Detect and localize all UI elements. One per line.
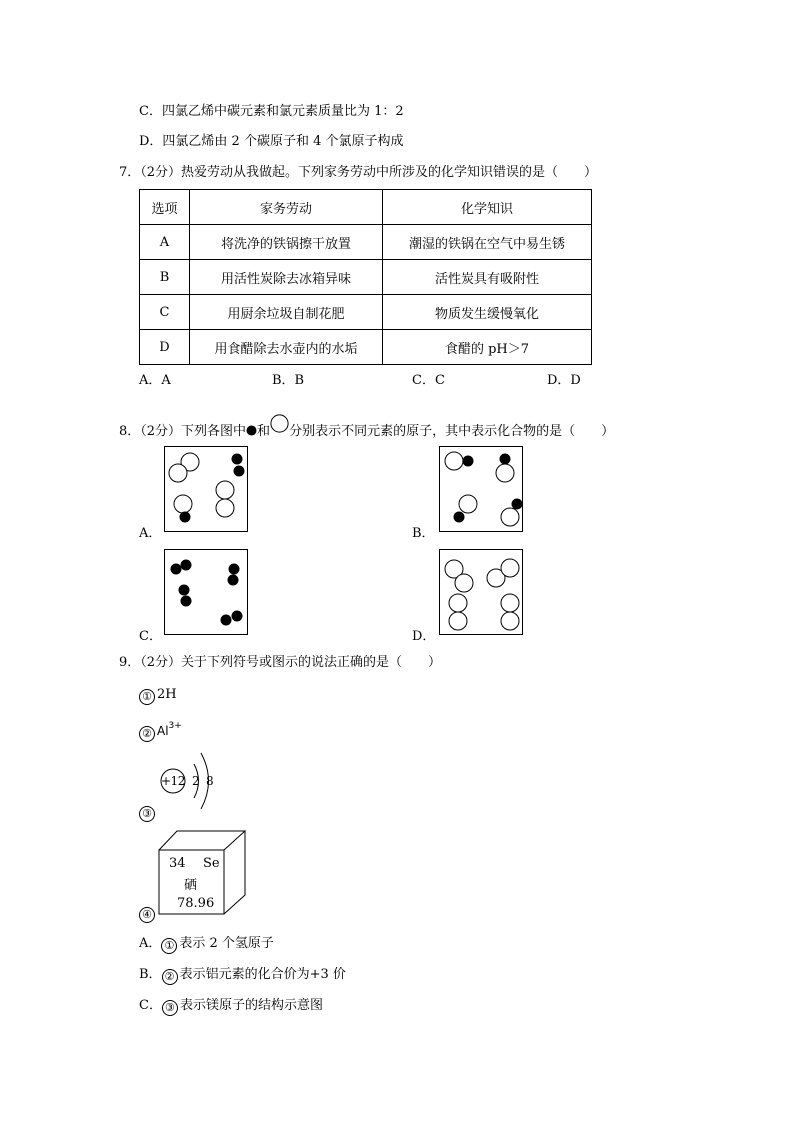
q9-option-c-text: 表示镁原子的结构示意图 xyxy=(179,998,323,1013)
q9-stem: 9．（2分）关于下列符号或图示的说法正确的是（ ） xyxy=(119,655,442,670)
q9-item2-symbol: Al xyxy=(157,724,169,738)
q7-table xyxy=(139,189,592,365)
q8-stem-part2: 和 xyxy=(257,424,271,439)
q9-option-a-marker: ① xyxy=(161,938,177,954)
q7-answer-a: A．A xyxy=(139,373,171,388)
q7-answer-d: D．D xyxy=(547,373,581,388)
table-row xyxy=(140,260,592,295)
table-cell: 潮湿的铁锅在空气中易生锈 xyxy=(383,225,592,260)
q9-option-b-label: B． xyxy=(139,967,162,982)
q9-item2 xyxy=(139,717,182,742)
q8-stem-part3: 分别表示不同元素的原子，其中表示化合物的是（ ） xyxy=(289,424,615,439)
q9-item2-charge: 3+ xyxy=(168,721,182,731)
q9-option-b-text: 表示铝元素的化合价为+3 价 xyxy=(179,967,346,982)
black-atom-icon xyxy=(246,425,257,436)
q7-answer-c: C．C xyxy=(412,373,445,388)
table-cell: 用厨余垃圾自制花肥 xyxy=(190,295,383,330)
q9-marker-4: ④ xyxy=(139,907,155,923)
table-cell: C xyxy=(140,295,190,330)
table-cell: 用食醋除去水壶内的水垢 xyxy=(190,330,383,365)
table-cell: 食醋的 pH＞7 xyxy=(383,330,592,365)
q8-diagram-c xyxy=(164,549,248,635)
table-cell: 将洗净的铁锅擦干放置 xyxy=(190,225,383,260)
table-header-row xyxy=(140,190,592,225)
table-cell: 用活性炭除去冰箱异味 xyxy=(190,260,383,295)
q8-label-c: C． xyxy=(139,629,162,644)
q6-option-d: D．四氯乙烯由 2 个碳原子和 4 个氯原子构成 xyxy=(139,134,404,149)
q9-option-c-label: C． xyxy=(139,998,162,1013)
table-row xyxy=(140,330,592,365)
q9-marker-1: ① xyxy=(139,689,155,705)
q8-stem-part1: 8．（2分）下列各图中 xyxy=(119,424,247,439)
table-header: 化学知识 xyxy=(383,190,592,225)
table-header: 家务劳动 xyxy=(190,190,383,225)
q9-marker-3: ③ xyxy=(139,806,155,822)
q9-marker-4-line xyxy=(139,904,157,923)
q7-answer-b: B．B xyxy=(272,373,305,388)
q9-option-c xyxy=(139,997,323,1016)
white-atom-icon xyxy=(270,414,289,433)
q9-marker-2: ② xyxy=(139,726,155,742)
q8-label-b: B． xyxy=(412,526,435,541)
table-header: 选项 xyxy=(140,190,190,225)
q9-option-b xyxy=(139,966,346,985)
q8-diagram-b xyxy=(439,446,523,532)
table-cell: A xyxy=(140,225,190,260)
q8-diagram-d xyxy=(439,549,523,635)
q9-option-b-marker: ② xyxy=(162,969,178,985)
element-atomic-number: 34 xyxy=(169,856,186,871)
q9-item1-text: 2H xyxy=(157,687,177,702)
q9-option-a-label: A． xyxy=(139,936,162,951)
element-symbol: Se xyxy=(203,856,220,871)
q9-option-c-marker: ③ xyxy=(162,1000,178,1016)
q8-label-d: D． xyxy=(412,629,436,644)
table-cell: D xyxy=(140,330,190,365)
table-row xyxy=(140,295,592,330)
q8-stem xyxy=(119,414,614,441)
q8-label-a: A． xyxy=(139,526,162,541)
table-cell: 活性炭具有吸附性 xyxy=(383,260,592,295)
table-row xyxy=(140,225,592,260)
table-cell: B xyxy=(140,260,190,295)
q9-option-a-text: 表示 2 个氢原子 xyxy=(179,936,274,951)
q8-diagram-a xyxy=(164,446,248,532)
q6-option-c: C．四氯乙烯中碳元素和氯元素质量比为 1：2 xyxy=(139,104,404,119)
atom-nucleus-charge: +12 xyxy=(161,774,185,788)
q9-marker-3-line xyxy=(139,803,157,822)
q7-stem: 7．（2分）热爱劳动从我做起。下列家务劳动中所涉及的化学知识错误的是（ ） xyxy=(119,165,598,180)
element-name: 硒 xyxy=(184,878,198,893)
atom-shell-1: 2 xyxy=(192,774,200,788)
q9-option-a xyxy=(139,935,274,954)
element-atomic-mass: 78.96 xyxy=(177,896,215,911)
q9-item1 xyxy=(139,686,177,705)
table-cell: 物质发生缓慢氧化 xyxy=(383,295,592,330)
atom-shell-2: 8 xyxy=(206,774,214,788)
